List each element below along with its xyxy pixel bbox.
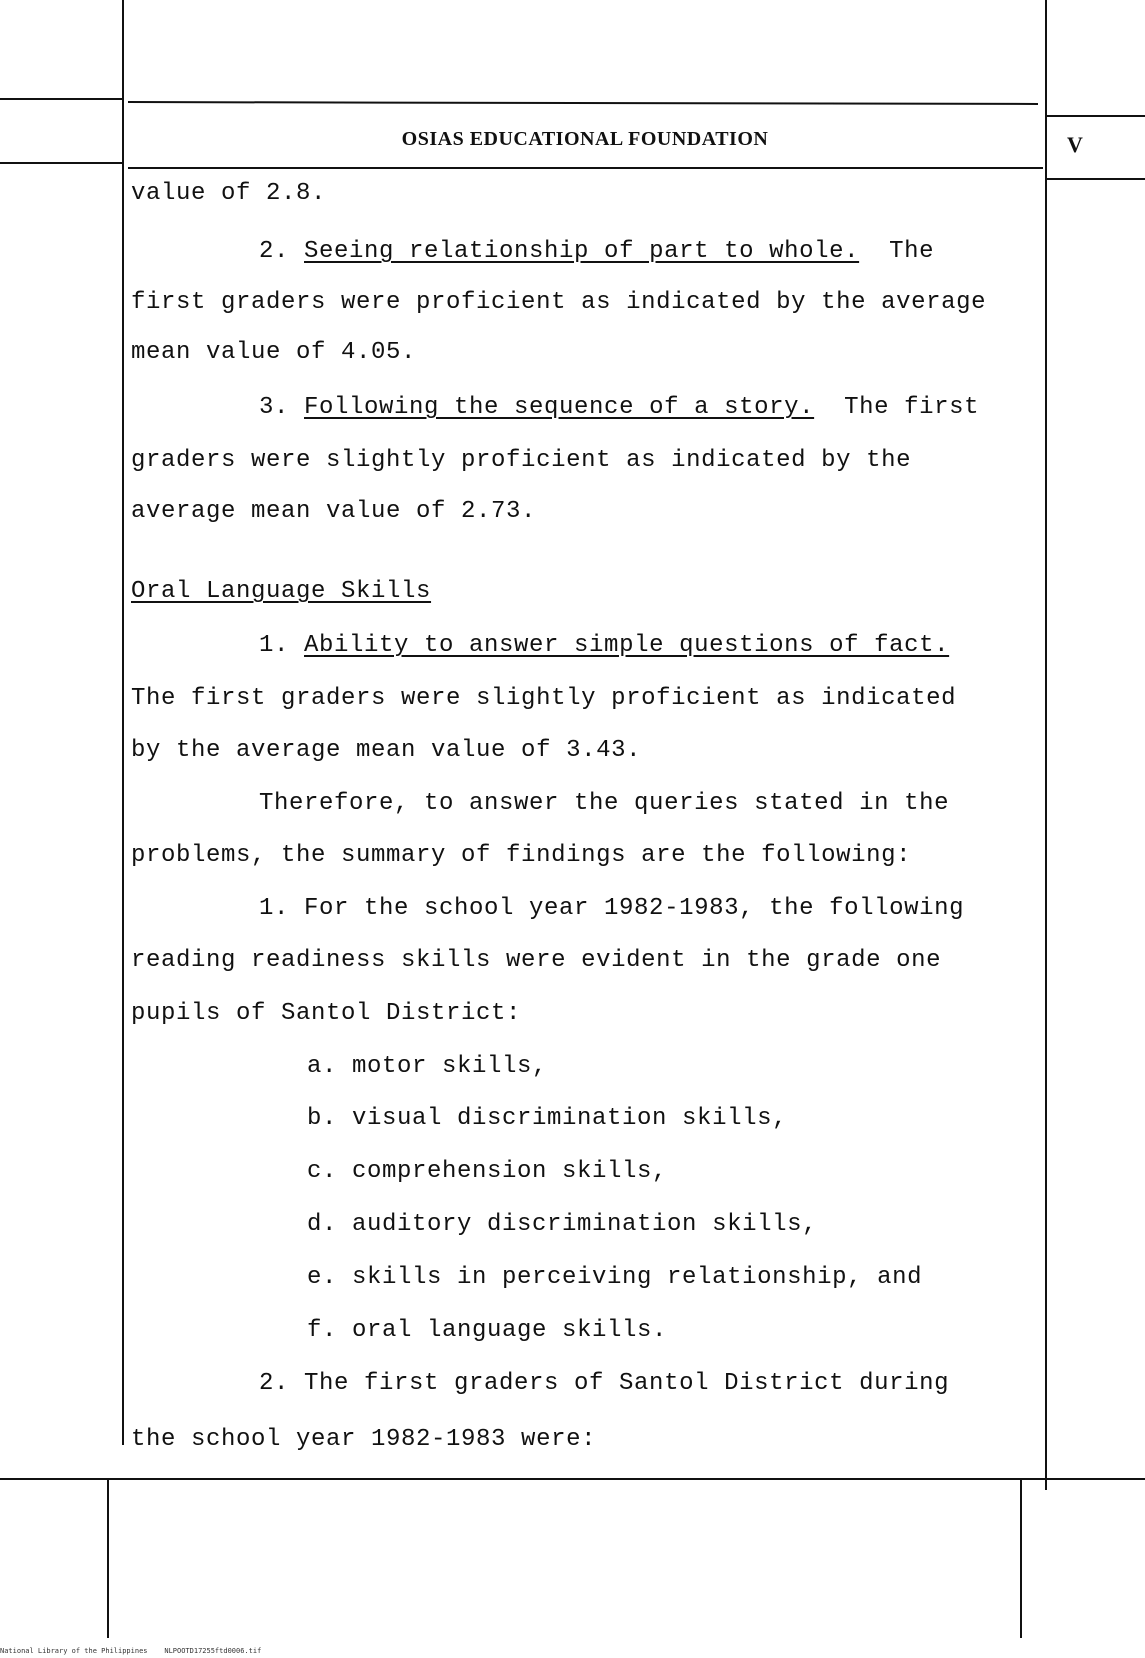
list-item: c. comprehension skills,: [307, 1158, 668, 1185]
source-footnote: National Library of the Philippines NLPOOTD17255ftd0006.tif: [0, 1647, 262, 1655]
text-line: graders were slightly proficient as indicated by the: [131, 447, 912, 474]
text-line: [259, 237, 934, 267]
list-item: d. auditory discrimination skills,: [307, 1211, 818, 1238]
outer-right-rule-top: [1047, 115, 1145, 117]
text-line: reading readiness skills were evident in the grade one: [131, 947, 942, 974]
text-line: pupils of Santol District:: [131, 1000, 522, 1027]
frame-right-rule-lower: [1020, 1478, 1022, 1638]
text-line: The first graders were slightly proficient as indicated: [131, 685, 957, 712]
text-line: [259, 393, 979, 423]
text-line: 1. For the school year 1982-1983, the following: [259, 895, 965, 922]
list-item: e. skills in perceiving relationship, and: [307, 1264, 923, 1291]
text-line: the school year 1982-1983 were:: [131, 1426, 597, 1453]
outer-left-rule-top: [0, 98, 122, 100]
footer-rule: [0, 1478, 1145, 1480]
text-line: 2. The first graders of Santol District during: [259, 1370, 950, 1397]
page-number: V: [1067, 132, 1083, 157]
text-fragment: The first: [814, 394, 980, 421]
item-number: 1.: [259, 632, 305, 659]
list-item: f. oral language skills.: [307, 1317, 668, 1344]
text-line: average mean value of 2.73.: [131, 498, 537, 525]
text-fragment: The: [859, 238, 935, 265]
frame-left-rule-lower: [107, 1478, 109, 1638]
subheading: Ability to answer simple questions of fact.: [304, 632, 950, 659]
header-bottom-rule: [128, 167, 1043, 169]
item-number: 3.: [259, 394, 305, 421]
item-number: 2.: [259, 238, 305, 265]
text-line: value of 2.8.: [131, 180, 327, 207]
text-line: by the average mean value of 3.43.: [131, 737, 642, 764]
subheading: Seeing relationship of part to whole.: [304, 238, 860, 265]
text-line: [259, 631, 949, 661]
text-line: mean value of 4.05.: [131, 339, 417, 366]
text-line: problems, the summary of findings are the following:: [131, 842, 912, 869]
frame-right-rule: [1045, 0, 1047, 1490]
list-item: a. motor skills,: [307, 1053, 548, 1080]
subheading: Following the sequence of a story.: [304, 394, 815, 421]
text-line: Therefore, to answer the queries stated in the: [259, 790, 950, 817]
header-top-rule: [128, 101, 1038, 105]
page-header-title: OSIAS EDUCATIONAL FOUNDATION: [401, 128, 769, 150]
section-heading: Oral Language Skills: [131, 578, 432, 605]
outer-right-rule-mid: [1047, 178, 1145, 180]
text-line: first graders were proficient as indicated by the average: [131, 289, 987, 316]
outer-left-rule-mid: [0, 162, 122, 164]
frame-left-rule: [122, 0, 124, 1445]
list-item: b. visual discrimination skills,: [307, 1105, 788, 1132]
